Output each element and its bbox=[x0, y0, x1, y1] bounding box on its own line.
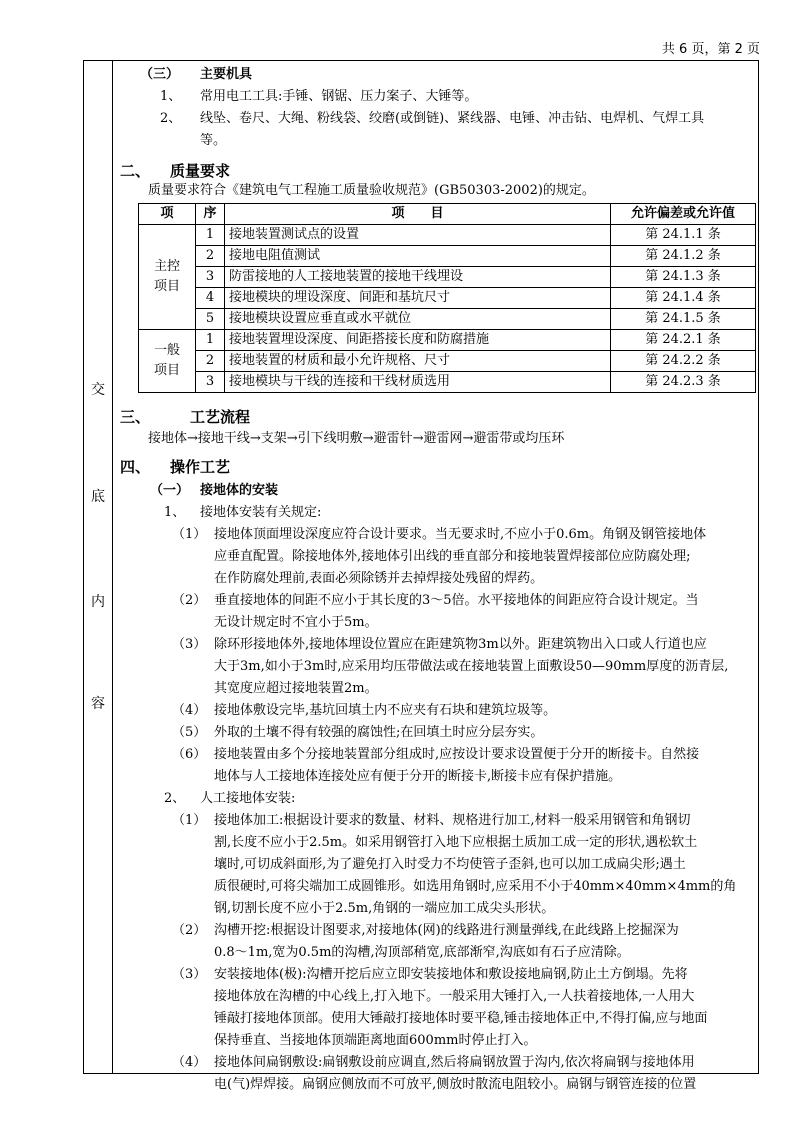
list-title: 接地体安装有关规定: bbox=[200, 505, 322, 520]
table-row bbox=[139, 225, 756, 246]
table-row bbox=[139, 372, 756, 393]
row-item: 接地模块与干线的连接和干线材质选用 bbox=[225, 372, 611, 393]
section-3-main-number: 三、 bbox=[120, 408, 151, 426]
row-value: 第 24.1.1 条 bbox=[611, 225, 756, 246]
row-item: 接地装置测试点的设置 bbox=[225, 225, 611, 246]
row-value: 第 24.1.5 条 bbox=[611, 309, 756, 330]
item-text: 接地装置由多个分接地装置部分组成时,应按设计要求设置便于分开的断接卡。自然接 bbox=[214, 747, 700, 762]
document-frame bbox=[83, 60, 759, 1092]
item-number: （1） bbox=[172, 813, 207, 828]
group-label-text: 一般项目 bbox=[153, 343, 180, 378]
list-text: 等。 bbox=[200, 133, 227, 148]
row-number: 4 bbox=[196, 288, 225, 309]
item-text: 地体与人工接地体连接处应有便于分开的断接卡,断接卡应有保护措施。 bbox=[214, 769, 622, 784]
item-text: 0.8～1m,宽为0.5m的沟槽,沟顶部稍宽,底部渐窄,沟底如有石子应清除。 bbox=[214, 945, 630, 960]
row-item: 接地模块的埋设深度、间距和基坑尺寸 bbox=[225, 288, 611, 309]
row-value: 第 24.1.2 条 bbox=[611, 246, 756, 267]
table-header-cell: 项 目 bbox=[225, 204, 611, 225]
row-number: 2 bbox=[196, 246, 225, 267]
item-text: 除环形接地体外,接地体埋设位置应在距建筑物3m以外。距建筑物出入口或人行道也应 bbox=[214, 637, 707, 652]
item-text: 保持垂直、当接地体顶端距离地面600mm时停止打入。 bbox=[214, 1033, 537, 1048]
table-header-row bbox=[139, 204, 756, 225]
row-number: 2 bbox=[196, 351, 225, 372]
section-2-intro: 质量要求符合《建筑电气工程施工质量验收规范》(GB50303-2002)的规定。 bbox=[148, 183, 595, 198]
table-row bbox=[139, 351, 756, 372]
row-item: 防雷接地的人工接地装置的接地干线埋设 bbox=[225, 267, 611, 288]
item-text: 大于3m,如小于3m时,应采用均压带做法或在接地装置上面敷设50—90mm厚度的沥青层, bbox=[214, 659, 729, 674]
item-number: （2） bbox=[172, 593, 207, 608]
row-value: 第 24.2.1 条 bbox=[611, 330, 756, 351]
item-number: （3） bbox=[172, 967, 207, 982]
item-number: （5） bbox=[172, 725, 207, 740]
page-number: 共 6 页，第 2 页 bbox=[661, 42, 760, 57]
item-text: 在作防腐处理前,表面必须除锈并去掉焊接处残留的焊药。 bbox=[214, 571, 544, 586]
table-row bbox=[139, 267, 756, 288]
item-number: （4） bbox=[172, 703, 207, 718]
section-3-main-title: 工艺流程 bbox=[190, 408, 251, 426]
item-number: （3） bbox=[172, 637, 207, 652]
table-header-cell: 允许偏差或允许值 bbox=[611, 204, 756, 225]
table-header-cell: 序 bbox=[196, 204, 225, 225]
item-text: 接地体敷设完毕,基坑回填土内不应夹有石块和建筑垃圾等。 bbox=[214, 703, 557, 718]
section-4-title: 操作工艺 bbox=[170, 458, 231, 476]
group-label-text: 主控项目 bbox=[153, 259, 180, 294]
row-value: 第 24.1.3 条 bbox=[611, 267, 756, 288]
row-value: 第 24.2.2 条 bbox=[611, 351, 756, 372]
item-text: 接地体加工:根据设计要求的数量、材料、规格进行加工,材料一般采用钢管和角钢切 bbox=[214, 813, 691, 828]
table-row bbox=[139, 309, 756, 330]
list-title: 人工接地体安装: bbox=[200, 791, 296, 806]
subsection-number: （一） bbox=[150, 483, 190, 498]
item-number: （4） bbox=[172, 1055, 207, 1070]
quality-table bbox=[138, 203, 756, 393]
process-flow: 接地体→接地干线→支架→引下线明敷→避雷针→避雷网→避雷带或均压环 bbox=[148, 431, 565, 446]
left-label-char: 底 bbox=[91, 489, 105, 505]
left-label-char: 内 bbox=[91, 594, 105, 610]
item-text: 垂直接地体的间距不应小于其长度的3～5倍。水平接地体的间距应符合设计规定。当 bbox=[214, 593, 699, 608]
list-number: 2、 bbox=[160, 111, 182, 126]
section-2-title: 质量要求 bbox=[170, 162, 231, 180]
item-text: 接地体间扁钢敷设:扁钢敷设前应调直,然后将扁钢放置于沟内,依次将扁钢与接地体用 bbox=[214, 1055, 695, 1070]
left-label-char: 交 bbox=[91, 382, 105, 398]
row-value: 第 24.1.4 条 bbox=[611, 288, 756, 309]
item-text: 接地体顶面埋设深度应符合设计要求。当无要求时,不应小于0.6m。角钢及钢管接地体 bbox=[214, 527, 707, 542]
item-text: 钢,切割长度不应小于2.5m,角钢的一端应加工成尖头形状。 bbox=[214, 901, 555, 916]
subsection-title: 接地体的安装 bbox=[200, 483, 279, 498]
table-row bbox=[139, 246, 756, 267]
left-label-char: 容 bbox=[91, 696, 105, 712]
list-number: 2、 bbox=[164, 791, 186, 806]
row-item: 接地模块设置应垂直或水平就位 bbox=[225, 309, 611, 330]
row-number: 3 bbox=[196, 267, 225, 288]
row-item: 接地电阻值测试 bbox=[225, 246, 611, 267]
table-row bbox=[139, 330, 756, 351]
row-number: 3 bbox=[196, 372, 225, 393]
group-label bbox=[139, 330, 196, 393]
item-text: 接地体放在沟槽的中心线上,打入地下。一般采用大锤打入,一人扶着接地体,一人用大 bbox=[214, 989, 695, 1004]
list-text: 常用电工工具:手锤、钢锯、压力案子、大锤等。 bbox=[200, 89, 478, 104]
section-2-number: 二、 bbox=[120, 162, 151, 180]
row-number: 1 bbox=[196, 330, 225, 351]
left-label-column bbox=[84, 61, 113, 1073]
item-text: 锤敲打接地体顶部。使用大锤敲打接地体时要平稳,锤击接地体正中,不得打偏,应与地面 bbox=[214, 1011, 708, 1026]
item-number: （6） bbox=[172, 747, 207, 762]
row-number: 5 bbox=[196, 309, 225, 330]
row-item: 接地装置埋设深度、间距搭接长度和防腐措施 bbox=[225, 330, 611, 351]
section-4-number: 四、 bbox=[120, 458, 151, 476]
table-header-cell: 项 bbox=[139, 204, 196, 225]
item-number: （2） bbox=[172, 923, 207, 938]
item-text: 应垂直配置。除接地体外,接地体引出线的垂直部分和接地装置焊接部位应防腐处理; bbox=[214, 549, 691, 564]
item-text: 无设计规定时不宜小于5m。 bbox=[214, 615, 378, 630]
group-label bbox=[139, 225, 196, 330]
list-text: 线坠、卷尺、大绳、粉线袋、绞磨(或倒链)、紧线器、电锤、冲击钻、电焊机、气焊工具 bbox=[200, 111, 705, 126]
section-3-title: 主要机具 bbox=[200, 67, 253, 82]
item-text: 安装接地体(极):沟槽开挖后应立即安装接地体和敷设接地扁钢,防止土方倒塌。先将 bbox=[214, 967, 688, 982]
item-text: 沟槽开挖:根据设计图要求,对接地体(网)的线路进行测量弹线,在此线路上挖掘深为 bbox=[214, 923, 679, 938]
list-number: 1、 bbox=[160, 89, 182, 104]
item-text: 壤时,可切成斜面形,为了避免打入时受力不均使管子歪斜,也可以加工成扁尖形;遇土 bbox=[214, 857, 686, 872]
row-value: 第 24.2.3 条 bbox=[611, 372, 756, 393]
section-3-number: （三） bbox=[140, 67, 180, 82]
row-number: 1 bbox=[196, 225, 225, 246]
item-text: 其宽度应超过接地装置2m。 bbox=[214, 681, 378, 696]
table-row bbox=[139, 288, 756, 309]
list-number: 1、 bbox=[164, 505, 186, 520]
item-text: 质很硬时,可将尖端加工成圆锥形。如选用角钢时,应采用不小于40mm×40mm×4mm的角 bbox=[214, 879, 737, 894]
item-number: （1） bbox=[172, 527, 207, 542]
item-text: 割,长度不应小于2.5m。如采用钢管打入地下应根据土质加工成一定的形状,遇松软土 bbox=[214, 835, 698, 850]
item-text: 外取的土壤不得有较强的腐蚀性;在回填土时应分层夯实。 bbox=[214, 725, 544, 740]
item-text: 电(气)焊焊接。扁钢应侧放而不可放平,侧放时散流电阻较小。扁钢与钢管连接的位置 bbox=[214, 1077, 697, 1092]
row-item: 接地装置的材质和最小允许规格、尺寸 bbox=[225, 351, 611, 372]
